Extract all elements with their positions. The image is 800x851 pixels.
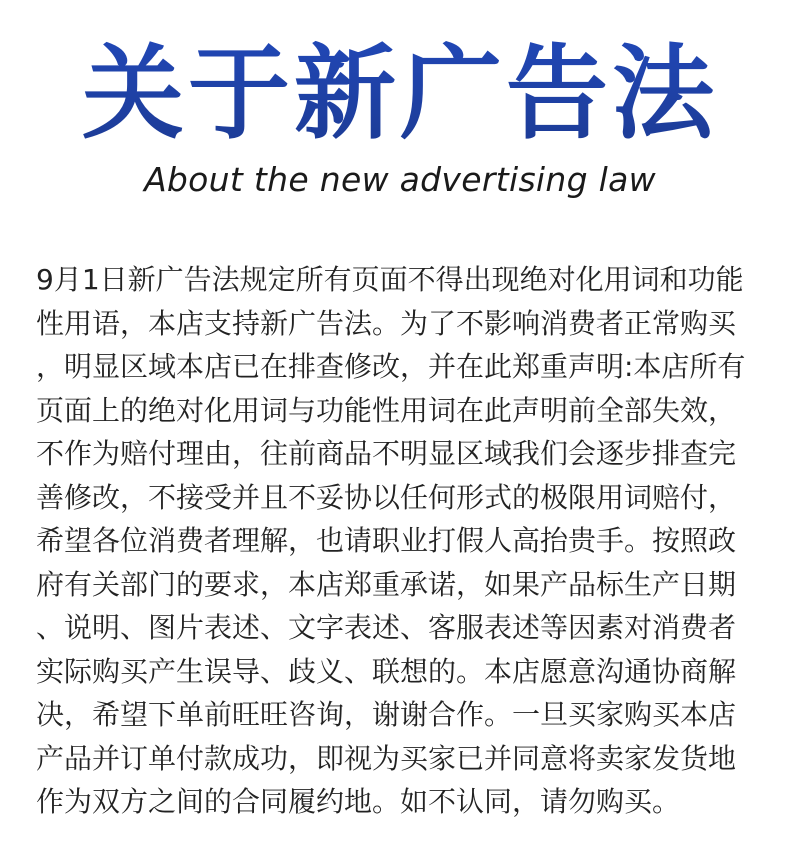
notice-line: 希望各位消费者理解，也请职业打假人高抬贵手。按照政 [36, 524, 737, 557]
notice-line: 9月1日新广告法规定所有页面不得出现绝对化用词和功能 [36, 263, 744, 296]
notice-line: 实际购买产生误导、歧义、联想的。本店愿意沟通协商解 [36, 654, 737, 688]
notice-line: 性用语，本店支持新广告法。为了不影响消费者正常购买 [36, 306, 737, 340]
notice-line: 不作为赔付理由，往前商品不明显区域我们会逐步排查完 [36, 437, 737, 470]
page-subtitle: About the new advertising law [144, 160, 656, 199]
notice-line: 决，希望下单前旺旺咨询，谢谢合作。一旦买家购买本店 [36, 698, 737, 731]
notice-line: 产品并订单付款成功，即视为买家已并同意将卖家发货地 [36, 741, 737, 775]
notice-line: 善修改，不接受并且不妥协以任何形式的极限用词赔付， [36, 480, 737, 514]
page-title: 关于新广告法 [0, 30, 800, 160]
notice-body [36, 258, 772, 824]
notice-line: ，明显区域本店已在排查修改，并在此郑重声明:本店所有 [36, 350, 746, 383]
notice-line: 页面上的绝对化用词与功能性用词在此声明前全部失效， [36, 393, 737, 427]
notice-line: 作为双方之间的合同履约地。如不认同，请勿购买。 [36, 785, 681, 818]
notice-line: 府有关部门的要求，本店郑重承诺，如果产品标生产日期 [36, 567, 737, 601]
notice-line: 、说明、图片表述、文字表述、客服表述等因素对消费者 [36, 611, 737, 644]
